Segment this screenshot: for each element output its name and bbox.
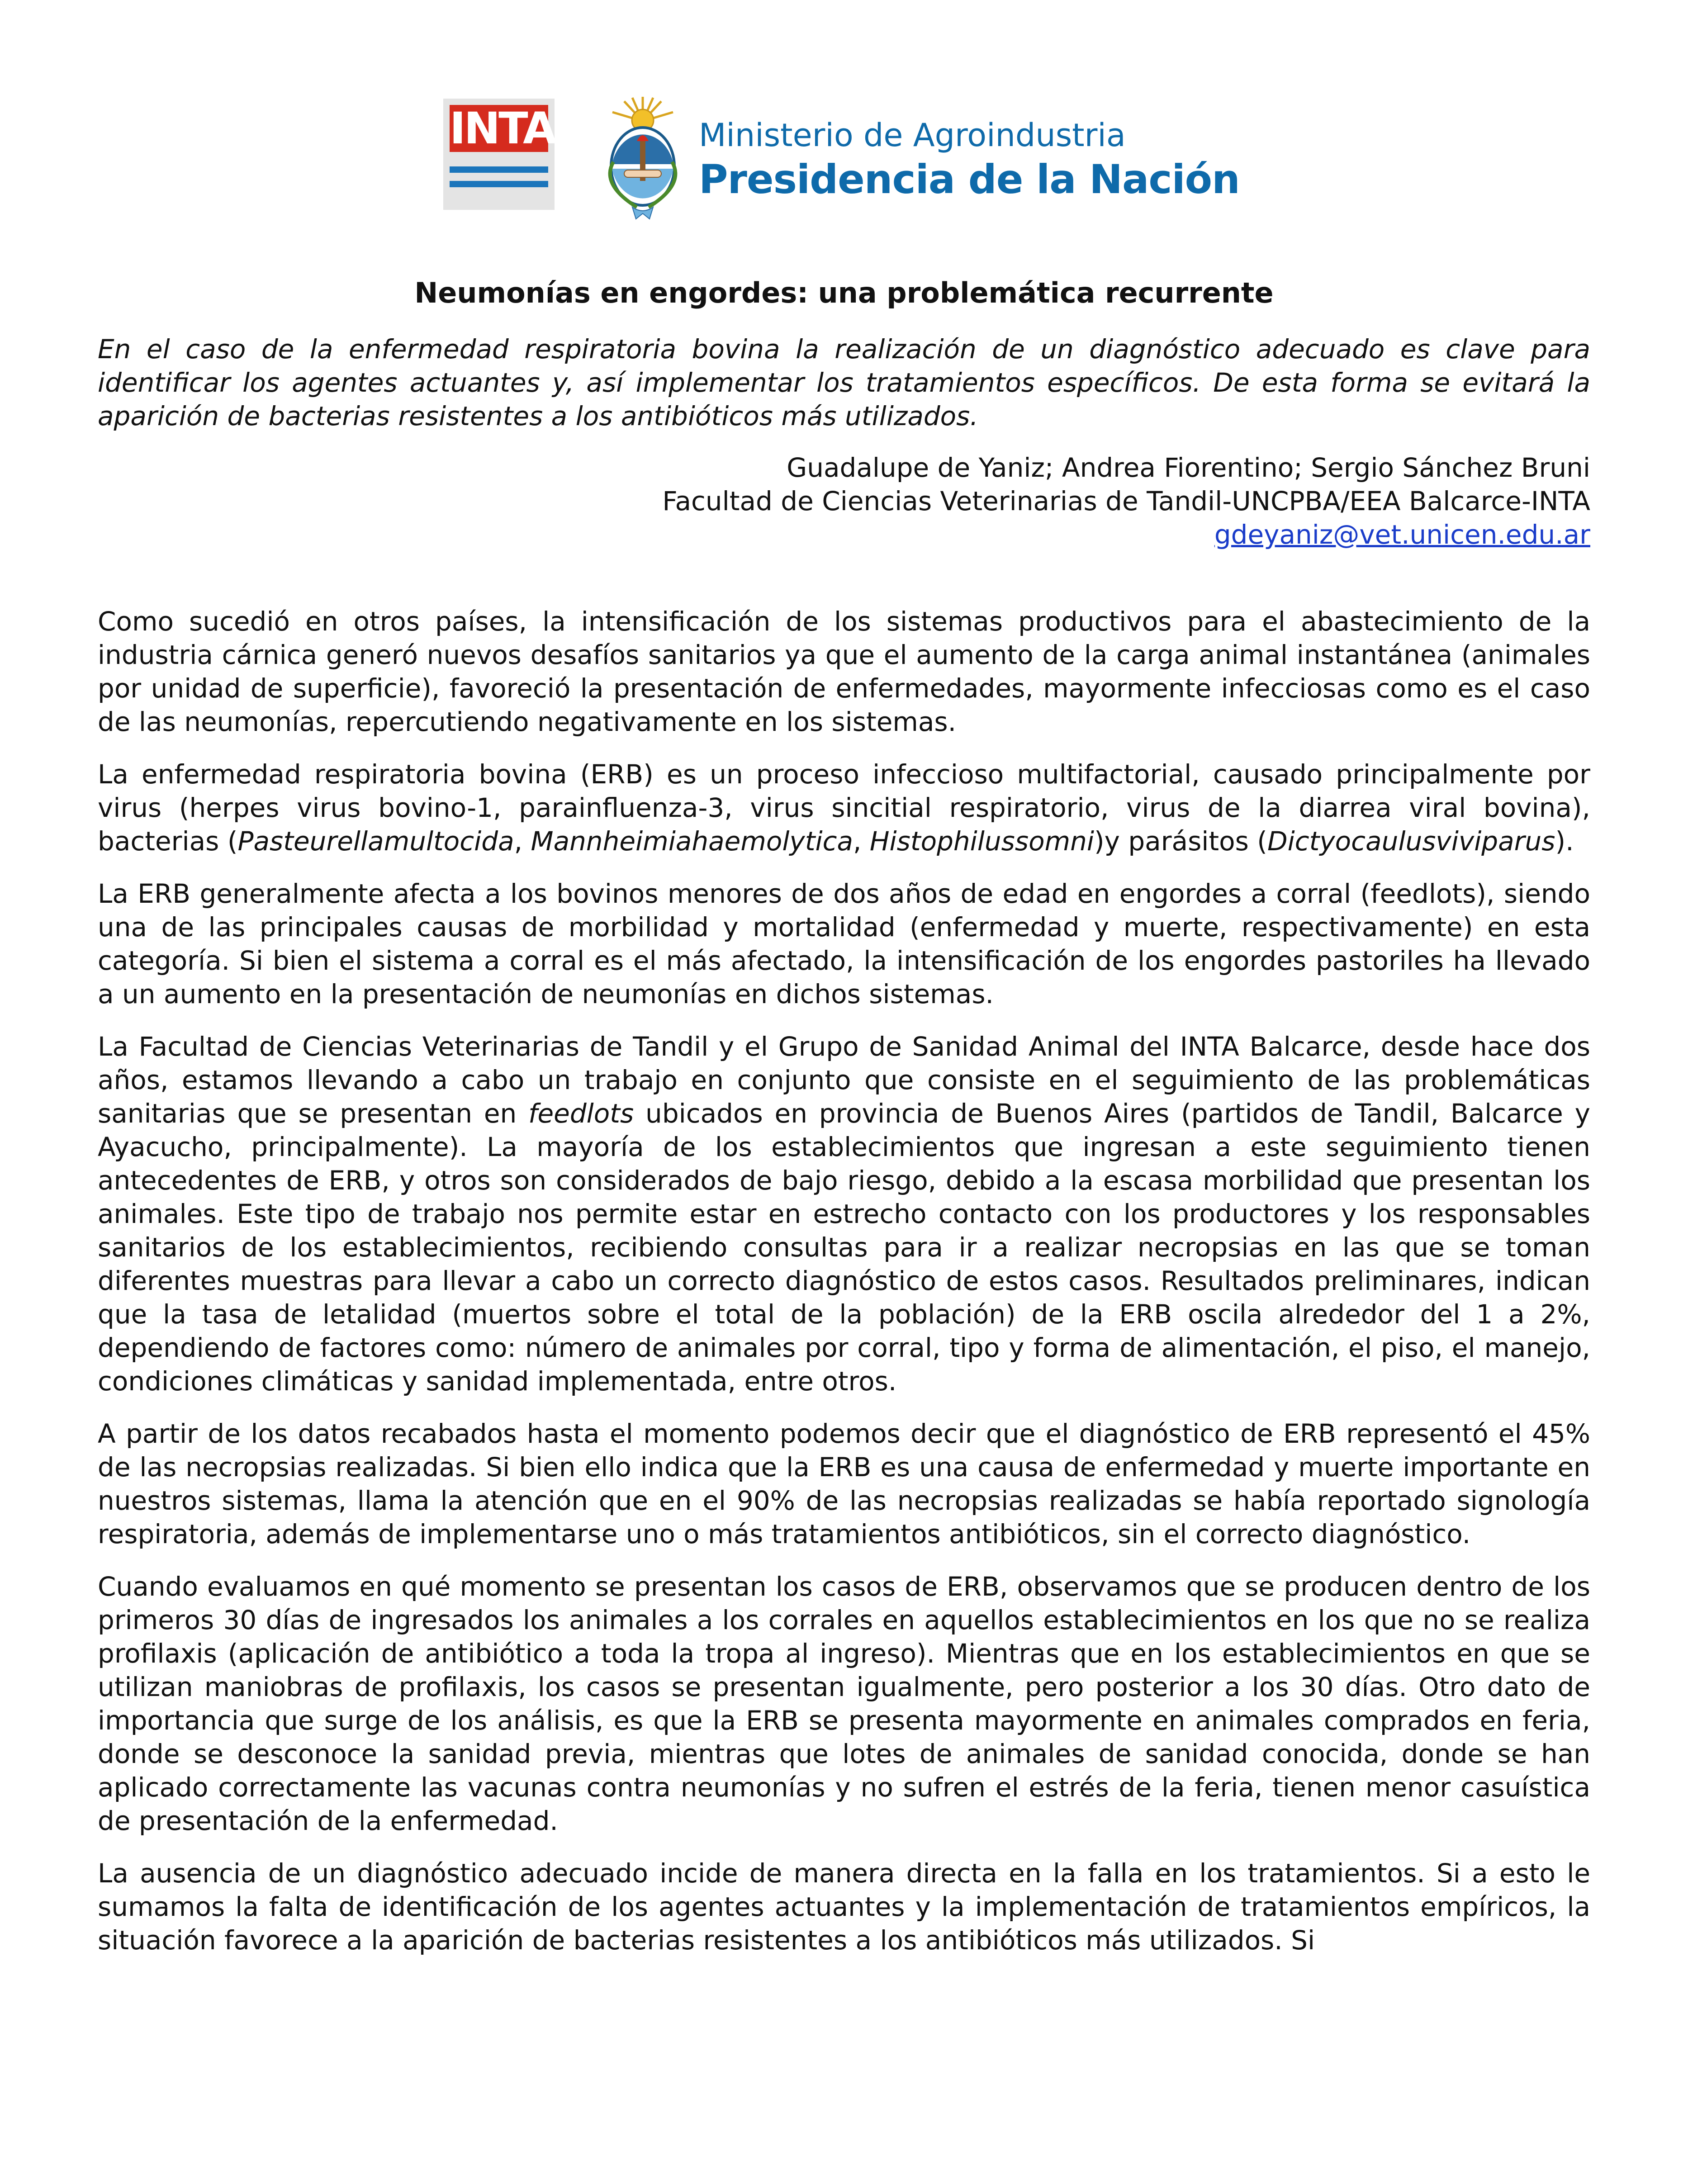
paragraph-5: A partir de los datos recabados hasta el momento podemos decir que el diagnóstico de ERB representó el 45% de las necropsias realizadas. Si bien ello indica que la ERB es una causa de enfermedad y muerte importante en nuestros sistemas, llama la atención que en el 90% de las necropsias realizadas se había reportado signología respiratoria, además de implementarse uno o más tratamientos antibióticos, sin el correcto diagnóstico. xyxy=(98,1418,1590,1549)
paragraph-3: La ERB generalmente afecta a los bovinos menores de dos años de edad en engordes a corral (feedlots), siendo una de las principales causas de morbilidad y mortalidad (enfermedad y muerte, respectivamente) en esta categoría. Si bien el sistema a corral es el más afectado, la intensificación de los engordes pastoriles ha llevado a un aumento en la presentación de neumonías en dichos sistemas. xyxy=(98,878,1590,1009)
species-name: Mannheimiahaemolytica xyxy=(531,826,853,857)
paragraph-6: Cuando evaluamos en qué momento se presentan los casos de ERB, observamos que se producen dentro de los primeros 30 días de ingresados los animales a los corrales en aquellos establecimientos en los que no se realiza profilaxis (aplicación de antibiótico a toda la tropa al ingreso). Mientras que en los establecimientos en que se utilizan maniobras de profilaxis, los casos se presentan igualmente, pero posterior a los 30 días. Otro dato de importancia que surge de los análisis, es que la ERB se presenta mayormente en animales comprados en feria, donde se desconoce la sanidad previa, mientras que lotes de animales de sanidad conocida, donde se han aplicado correctamente las vacunas contra neumonías y no sufren el estrés de la feria, tienen menor casuística de presentación de la enfermedad. xyxy=(98,1571,1590,1836)
logo-stripe xyxy=(450,166,548,173)
article-body xyxy=(98,332,1590,1957)
presidencia-heading: Presidencia de la Nación xyxy=(699,156,1240,203)
ministerio-heading: Ministerio de Agroindustria xyxy=(699,117,1126,154)
paragraph-4: La Facultad de Ciencias Veterinarias de Tandil y el Grupo de Sanidad Animal del INTA Balcarce, desde hace dos años, estamos llevando a cabo un trabajo en conjunto que consiste en el seguimiento de las problemáticas sanitarias que se presentan en feedlots ubicados en provincia de Buenos Aires (partidos de Tandil, Balcarce y Ayacucho, principalmente). La mayoría de los establecimientos que ingresan a este seguimiento tienen antecedentes de ERB, y otros son considerados de bajo riesgo, debido a la escasa morbilidad que presentan los animales. Este tipo de trabajo nos permite estar en estrecho contacto con los productores y los responsables sanitarios de los establecimientos, recibiendo consultas para ir a realizar necropsias en las que se toman diferentes muestras para llevar a cabo un correcto diagnóstico de estos casos. Resultados preliminares, indican que la tasa de letalidad (muertos sobre el total de la población) de la ERB oscila alrededor del 1 a 2%, dependiendo de factores como: número de animales por corral, tipo y forma de alimentación, el piso, el manejo, condiciones climáticas y sanidad implementada, entre otros. xyxy=(98,1031,1590,1397)
emphasis-feedlots: feedlots xyxy=(528,1098,634,1129)
paragraph-1: Como sucedió en otros países, la intensificación de los sistemas productivos para el abastecimiento de la industria cárnica generó nuevos desafíos sanitarios ya que el aumento de la carga animal instantánea (animales por unidad de superficie), favoreció la presentación de enfermedades, mayormente infecciosas como es el caso de las neumonías, repercutiendo negativamente en los sistemas. xyxy=(98,606,1590,737)
paragraph-2: La enfermedad respiratoria bovina (ERB) es un proceso infeccioso multifactorial, causado principalmente por virus (herpes virus bovino-1, parainfluenza-3, virus sincitial respiratorio, virus de la diarrea viral bovina), bacterias (Pasteurellamultocida, Mannheimiahaemolytica, Histophilussomni)y parásitos (Dictyocaulusviviparus). xyxy=(98,759,1590,857)
inta-logo-word: INTA xyxy=(450,103,555,154)
article-title: Neumonías en engordes: una problemática recurrente xyxy=(414,276,1274,309)
species-name: Dictyocaulusviviparus xyxy=(1267,826,1555,857)
species-name: Histophilussomni xyxy=(869,826,1094,857)
author-names: Guadalupe de Yaniz; Andrea Fiorentino; Sergio Sánchez Bruni xyxy=(787,452,1590,483)
inta-logo xyxy=(443,99,555,210)
author-email-link[interactable]: gdeyaniz@vet.unicen.edu.ar xyxy=(1214,519,1590,550)
national-seal-icon xyxy=(596,94,689,221)
species-name: Pasteurellamultocida xyxy=(237,826,514,857)
paragraph-7: La ausencia de un diagnóstico adecuado incide de manera directa en la falla en los tratamientos. Si a esto le sumamos la falta de identificación de los agentes actuantes y la implementación de tratamientos empíricos, la situación favorece a la aparición de bacterias resistentes a los antibióticos más utilizados. Si xyxy=(98,1858,1590,1956)
article-lead: En el caso de la enfermedad respiratoria bovina la realización de un diagnóstico adecuado es clave para identificar los agentes actuantes y, así implementar los tratamientos específicos. De esta forma se evitará la aparición de bacterias resistentes a los antibióticos más utilizados. xyxy=(98,334,1590,431)
logo-stripe xyxy=(450,181,548,187)
author-affiliation: Facultad de Ciencias Veterinarias de Tandil-UNCPBA/EEA Balcarce-INTA xyxy=(662,486,1590,516)
author-block xyxy=(98,451,1590,551)
